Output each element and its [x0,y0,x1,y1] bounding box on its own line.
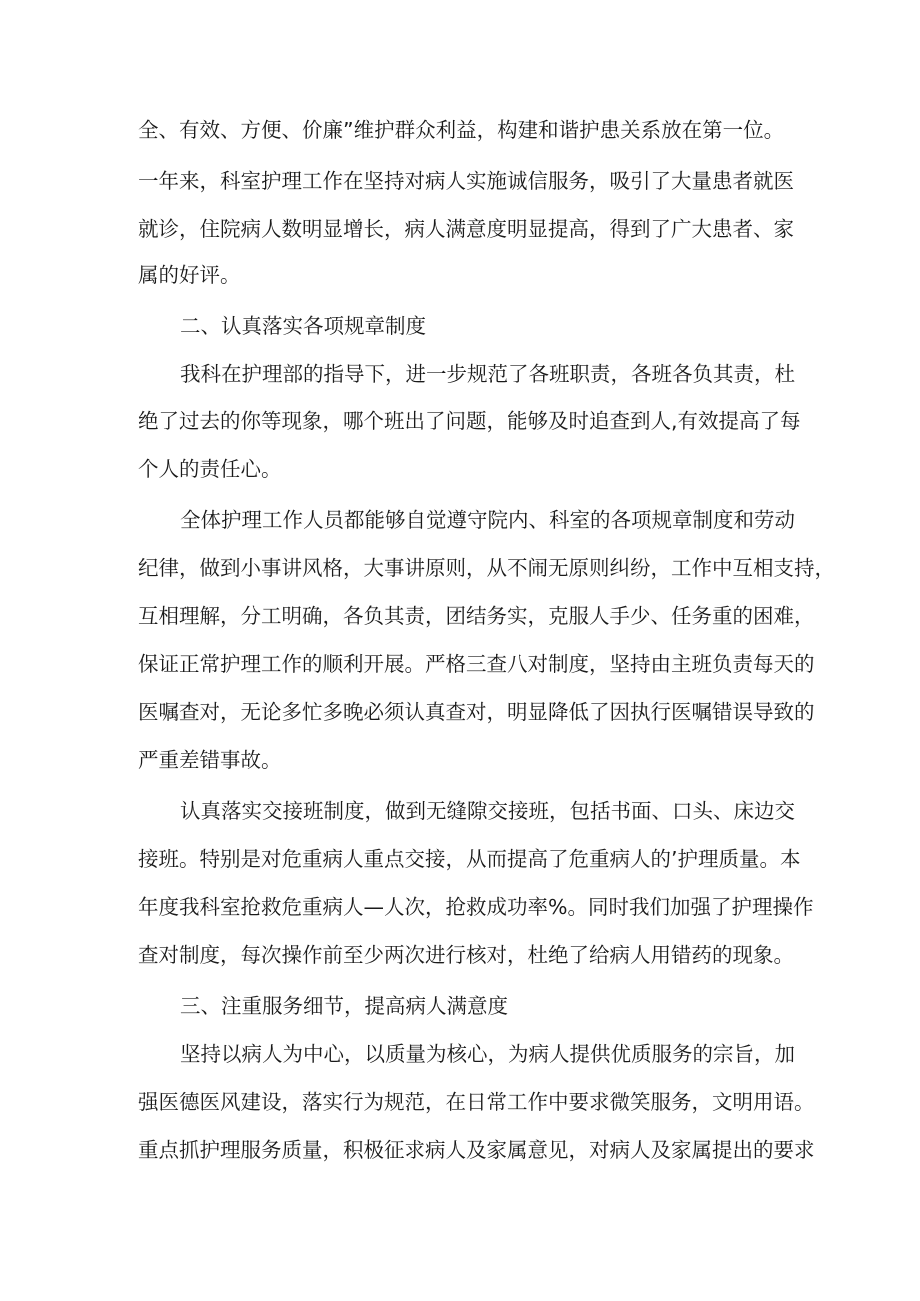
text-line: 就诊，住院病人数明显增长，病人满意度明显提高，得到了广大患者、家 [138,217,794,241]
text-line: 接班。特别是对危重病人重点交接，从而提高了危重病人的’护理质量。本 [138,847,801,871]
section-heading: 三、注重服务细节，提高病人满意度 [180,994,508,1018]
text-line: 纪律，做到小事讲风格，大事讲原则，从不闹无原则纠纷，工作中互相支持， [138,556,835,580]
text-line: 认真落实交接班制度，做到无缝隙交接班，包括书面、口头、床边交 [180,799,795,823]
text-line: 绝了过去的你等现象，哪个班出了问题，能够及时追查到人,有效提高了每 [138,409,801,433]
section-heading: 二、认真落实各项规章制度 [180,314,426,338]
text-line: 强医德医风建设，落实行为规范，在日常工作中要求微笑服务，文明用语。 [138,1090,815,1114]
text-line: 互相理解，分工明确，各负其责，团结务实，克服人手少、任务重的困难， [138,604,815,628]
text-line: 属的好评。 [138,263,241,287]
text-line: 查对制度，每次操作前至少两次进行核对，杜绝了给病人用错药的现象。 [138,943,794,967]
text-line: 我科在护理部的指导下，进一步规范了各班职责，各班各负其责，杜 [180,362,795,386]
text-line: 重点抓护理服务质量，积极征求病人及家属意见，对病人及家属提出的要求 [138,1138,815,1162]
text-line: 一年来，科室护理工作在坚持对病人实施诚信服务，吸引了大量患者就医 [138,169,794,193]
text-line: 全、有效、方便、价廉”维护群众利益，构建和谐护患关系放在第一位。 [138,118,785,142]
text-line: 严重差错事故。 [138,748,282,772]
text-line: 坚持以病人为中心，以质量为核心，为病人提供优质服务的宗旨，加 [180,1042,795,1066]
text-line: 全体护理工作人员都能够自觉遵守院内、科室的各项规章制度和劳动 [180,508,795,532]
text-line: 年度我科室抢救危重病人—人次，抢救成功率%。同时我们加强了护理操作 [138,895,814,919]
text-line: 医嘱查对，无论多忙多晚必须认真查对，明显降低了因执行医嘱错误导致的 [138,700,815,724]
text-line: 保证正常护理工作的顺利开展。严格三查八对制度，坚持由主班负责每天的 [138,652,815,676]
text-line: 个人的责任心。 [138,457,282,481]
